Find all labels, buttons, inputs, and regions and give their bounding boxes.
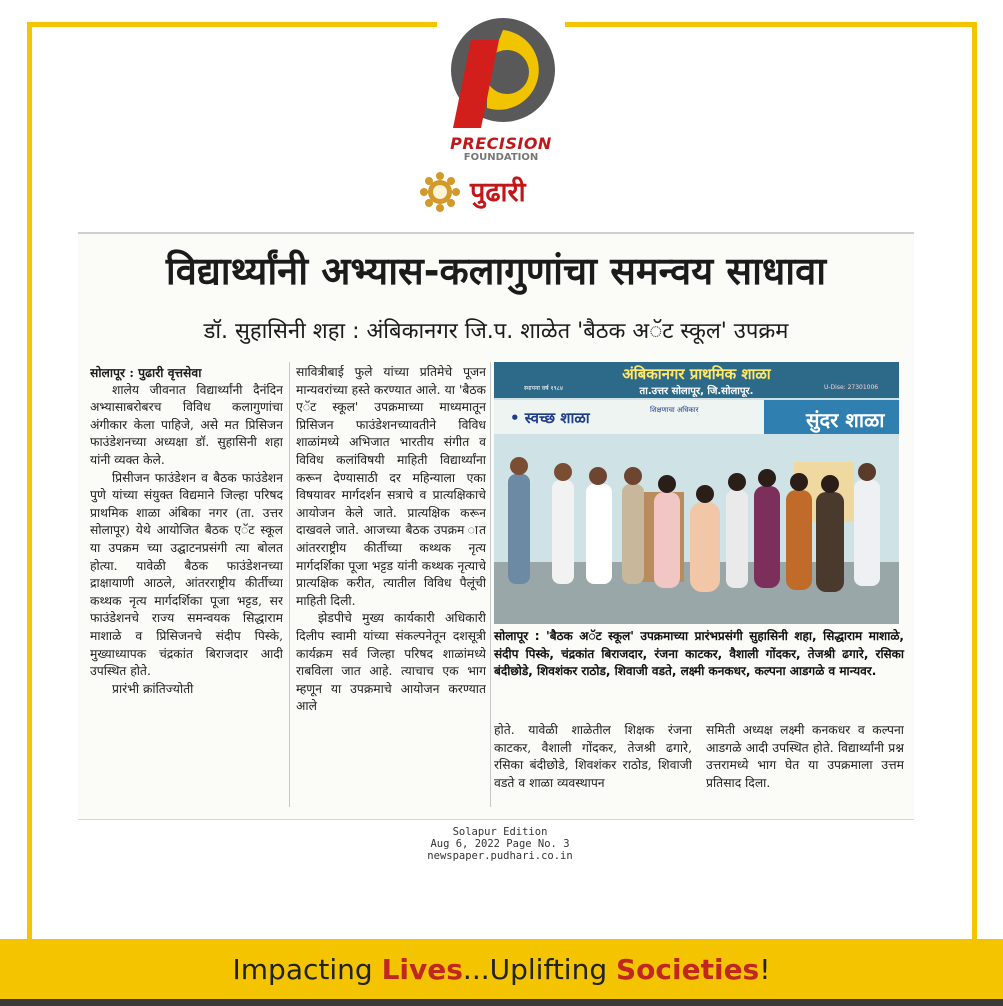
paragraph: समिती अध्यक्ष लक्ष्मी कनकधर व कल्पना आडगळे आदी उपस्थित होते. विद्यार्थ्यांनी प्रश्न उत्तरामध्ये भाग घेत या उपक्रमाला उत्तम प्रतिसाद दिला.	[706, 723, 904, 790]
edition-info	[300, 826, 700, 862]
paragraph: शालेय जीवनात विद्यार्थ्यांनी दैनंदिन अभ्यासाबरोबरच विविध कलागुणांचा अंगीकार केला पाहिजे, असे मत प्रिसिजन फाउंडेशनच्या अध्यक्षा डॉ. सुहासिनी शहा यांनी व्यक्त केले.	[90, 382, 283, 467]
dateline: सोलापूर : पुढारी वृत्तसेवा	[90, 365, 202, 380]
paragraph: झेडपीचे मुख्य कार्यकारी अधिकारी दिलीप स्वामी यांच्या संकल्पनेतून दशसूत्री कार्यक्रम सर्व जिल्हा परिषद शाळांमध्ये राबविला जात आहे. त्याचाच एक भाग म्हणून या उपक्रमाचे आयोजन करण्यात आले	[296, 611, 486, 714]
logo-wordmark: PRECISION	[450, 134, 552, 153]
subheadline: डॉ. सुहासिनी शहा : अंबिकानगर जि.प. शाळेत 'बैठक अॅट स्कूल' उपक्रम	[203, 319, 789, 344]
school-banner-title: अंबिकानगर प्राथमिक शाळा	[622, 365, 771, 383]
tagline-text: !	[759, 953, 771, 986]
pudhari-masthead	[416, 170, 586, 214]
event-photo	[494, 362, 899, 624]
wall-text-right: सुंदर शाळा	[806, 408, 885, 432]
paragraph: प्रारंभी क्रांतिज्योती	[112, 681, 194, 696]
edition-date: Aug 6, 2022 Page No. 3	[430, 838, 570, 850]
footer-banner	[0, 939, 1003, 1006]
wall-text-left: • स्वच्छ शाळा	[510, 409, 590, 427]
precision-logo	[437, 0, 565, 162]
photo-caption: सोलापूर : 'बैठक अॅट स्कूल' उपक्रमाच्या प्रारंभप्रसंगी सुहासिनी शहा, सिद्धाराम माशाळे, संदीप पिस्के, चंद्रकांत बिराजदार, रंजना काटकर, वैशाली गोंदकर, तेजश्री ढगारे, रसिका बंदीछोडे, शिवशंकर राठोड, शिवाजी वडते, लक्ष्मी कनकधर, कल्पना आडगळे व मान्यवर.	[494, 629, 904, 678]
column-divider	[289, 362, 290, 807]
headline: विद्यार्थ्यांनी अभ्यास-कलागुणांचा समन्वय साधावा	[165, 249, 827, 293]
article-column-3	[494, 722, 692, 812]
emblem-icon	[416, 170, 464, 214]
footer-tagline	[0, 950, 1003, 990]
wall-text-center: शिक्षणाचा अधिकार	[650, 406, 699, 414]
column-divider	[490, 362, 491, 807]
paragraph: सावित्रीबाई फुले यांच्या प्रतिमेचे पूजन मान्यवरांच्या हस्ते करण्यात आले. या 'बैठक एॅट स्कूल' उपक्रमाच्या माध्यमातून प्रिसिजन फाउंडेशनच्यावतीने विविध शाळांमध्ये अभिजात भारतीय संगीत व विविध कलांविषयी माहिती विद्यार्थ्यांना करून देण्यासाठी दर महिन्याला एका विषयावर मार्गदर्शन सत्राचे व प्रात्यक्षिकाचे आयोजन केले जाते. प्रात्यक्षिक करून दाखवले जाते. आजच्या बैठक उपक्रम ात आंतरराष्ट्रीय कीर्तीच्या कथ्थक नृत्य मार्गदर्शिका पूजा भट्टड यांनी कथ्थक नृत्याचे प्रात्यक्षिक करीत, त्यातील विविध पैलूंची माहिती दिली.	[296, 365, 486, 608]
school-banner-udise: U-Dise: 27301006	[824, 384, 879, 391]
tagline-text: Impacting	[232, 953, 382, 986]
edition-name: Solapur Edition	[452, 826, 548, 838]
tagline-text: ...Uplifting	[462, 953, 616, 986]
news-clipping	[78, 232, 914, 820]
edition-url: newspaper.pudhari.co.in	[427, 850, 573, 862]
article-column-2	[296, 364, 486, 809]
footer-strip	[0, 999, 1003, 1006]
article-column-4	[706, 722, 904, 812]
tagline-accent: Lives	[381, 953, 463, 986]
article-column-1	[90, 364, 283, 809]
logo-subtitle: FOUNDATION	[463, 152, 539, 162]
paragraph: होते. यावेळी शाळेतील शिक्षक रंजना काटकर, वैशाली गोंदकर, तेजश्री ढगारे, रसिका बंदीछोडे, शिवशंकर राठोड, शिवाजी वडते व शाळा व्यवस्थापन	[494, 723, 692, 790]
school-banner-year: स्थापना वर्ष १९८४	[524, 385, 563, 392]
paragraph: प्रिसीजन फाउंडेशन व बैठक फाउंडेशन पुणे यांच्या संयुक्त विद्यमाने जिल्हा परिषद प्राथमिक शाळा अंबिका नगर (ता. उत्तर सोलापूर) येथे आयोजित बैठक एॅट स्कूल या उपक्रम च्या उद्घाटनप्रसंगी त्या बोलत होत्या. यावेळी बैठक फाउंडेशनच्या द्राक्षायाणी आठले, आंतरराष्ट्रीय कीर्तीच्या कथ्थक नृत्य मार्गदर्शिका पूजा भट्टड, सर फाउंडेशनचे राज्य समन्वयक सिद्धाराम माशाळे व प्रिसिजनचे संदीप पिस्के, मुख्याध्यापक चंद्रकांत बिराजदार आदी उपस्थित होते.	[90, 470, 283, 679]
precision-logo-icon	[437, 0, 565, 140]
pudhari-logo: पुढारी	[470, 177, 526, 208]
school-banner-subtitle: ता.उत्तर सोलापूर, जि.सोलापूर.	[639, 386, 754, 397]
tagline-accent: Societies	[616, 953, 760, 986]
